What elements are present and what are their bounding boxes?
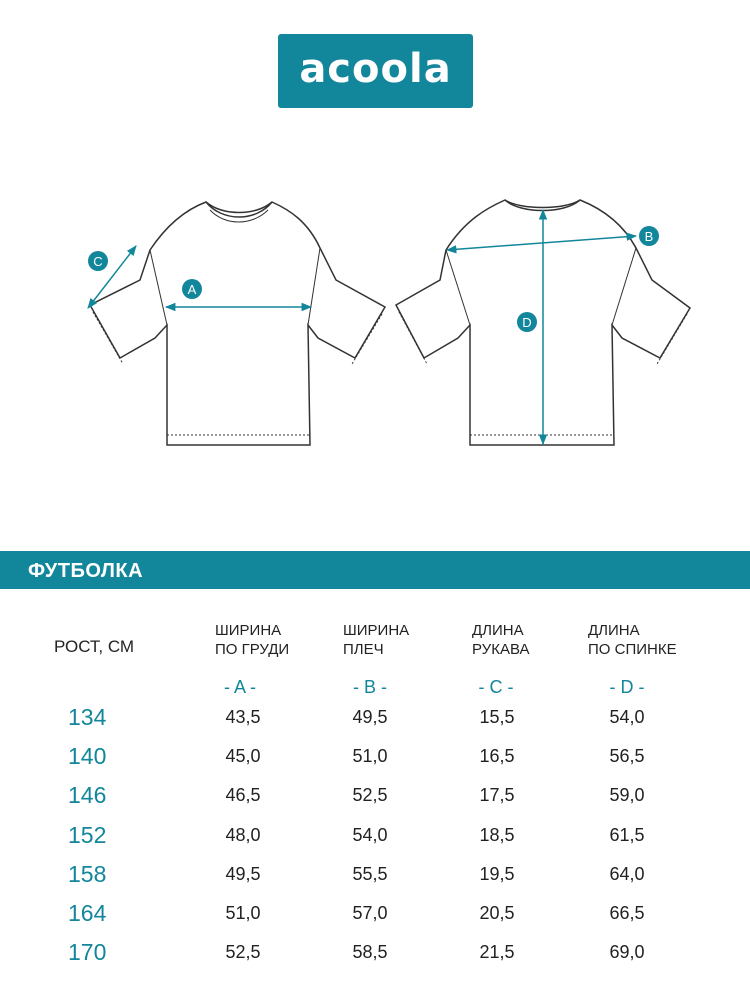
column-header-line: ПО ГРУДИ	[215, 641, 290, 658]
row-value-a: 43,5	[225, 707, 261, 727]
column-letter-d: - D -	[609, 677, 645, 697]
measure-b-line	[447, 236, 636, 250]
row-value-a: 48,0	[225, 824, 261, 845]
row-value-d: 56,5	[609, 746, 645, 767]
measure-b-badge	[639, 226, 659, 246]
column-header-line: РУКАВА	[472, 641, 530, 658]
measure-c-badge	[88, 251, 108, 271]
row-value-b: 55,5	[352, 863, 388, 884]
row-value-b: 57,0	[352, 903, 388, 923]
row-height-cell: 134	[68, 704, 107, 730]
row-value-c: 21,5	[479, 942, 515, 963]
row-value-c: 15,5	[479, 707, 515, 727]
row-value-c: 18,5	[479, 824, 515, 845]
row-value-a: 51,0	[225, 903, 261, 923]
tshirt-measurement-diagram	[0, 170, 750, 480]
column-header-sleeve-length	[472, 621, 529, 659]
row-height-cell: 158	[68, 860, 107, 887]
row-value-d: 54,0	[609, 707, 645, 727]
row-height-cell: 140	[68, 743, 107, 770]
row-height-cell: 152	[68, 821, 107, 848]
column-letter-b: - B -	[353, 677, 387, 697]
column-letter-a: - A -	[223, 677, 256, 697]
table-row	[0, 900, 750, 936]
table-row	[0, 704, 750, 740]
row-value-a: 45,0	[225, 746, 261, 767]
row-height-cell: 146	[68, 782, 107, 809]
measure-d-badge	[517, 312, 537, 332]
row-value-d: 66,5	[609, 903, 645, 923]
svg-text:B: B	[644, 229, 654, 244]
row-height-cell: 164	[68, 900, 107, 926]
row-value-c: 20,5	[479, 903, 515, 923]
table-row	[0, 782, 750, 818]
row-value-b: 54,0	[352, 824, 388, 845]
row-value-c: 16,5	[479, 746, 515, 767]
row-value-b: 51,0	[352, 746, 388, 767]
measure-a-badge	[182, 279, 202, 299]
column-header-line: ПЛЕЧ	[343, 641, 384, 658]
product-title: ФУТБОЛКА	[28, 560, 144, 582]
row-value-b: 49,5	[352, 707, 388, 727]
column-header-back-length	[588, 621, 677, 659]
row-value-d: 69,0	[609, 942, 645, 963]
product-title-band	[0, 551, 750, 589]
row-value-c: 19,5	[479, 863, 515, 884]
column-header-chest-width	[215, 621, 289, 659]
svg-text:C: C	[93, 254, 103, 269]
row-height-cell: 170	[68, 939, 107, 966]
row-value-d: 59,0	[609, 785, 645, 806]
column-header-line: ШИРИНА	[343, 622, 410, 639]
column-header-shoulder-width	[343, 621, 409, 659]
row-value-d: 61,5	[609, 824, 645, 845]
column-header-line: ДЛИНА	[588, 622, 640, 639]
table-row	[0, 939, 750, 975]
row-value-d: 64,0	[609, 863, 645, 884]
row-value-a: 52,5	[225, 942, 261, 963]
row-value-b: 58,5	[352, 942, 388, 963]
tshirt-front-drawing	[90, 202, 385, 445]
column-header-line: ШИРИНА	[215, 622, 282, 639]
svg-text:A: A	[187, 282, 197, 297]
table-row	[0, 861, 750, 897]
table-row	[0, 743, 750, 779]
growth-column-header: РОСТ, СМ	[54, 637, 135, 656]
column-header-line: ПО СПИНКЕ	[588, 641, 677, 658]
row-value-a: 46,5	[225, 785, 261, 806]
brand-logo-text: acoola	[299, 46, 452, 92]
table-row	[0, 822, 750, 858]
column-letter-c: - C -	[478, 677, 514, 697]
row-value-a: 49,5	[225, 863, 261, 884]
column-header-line: ДЛИНА	[472, 622, 524, 639]
row-value-c: 17,5	[479, 785, 515, 806]
brand-logo	[278, 34, 473, 108]
svg-text:D: D	[522, 315, 532, 330]
row-value-b: 52,5	[352, 785, 388, 806]
